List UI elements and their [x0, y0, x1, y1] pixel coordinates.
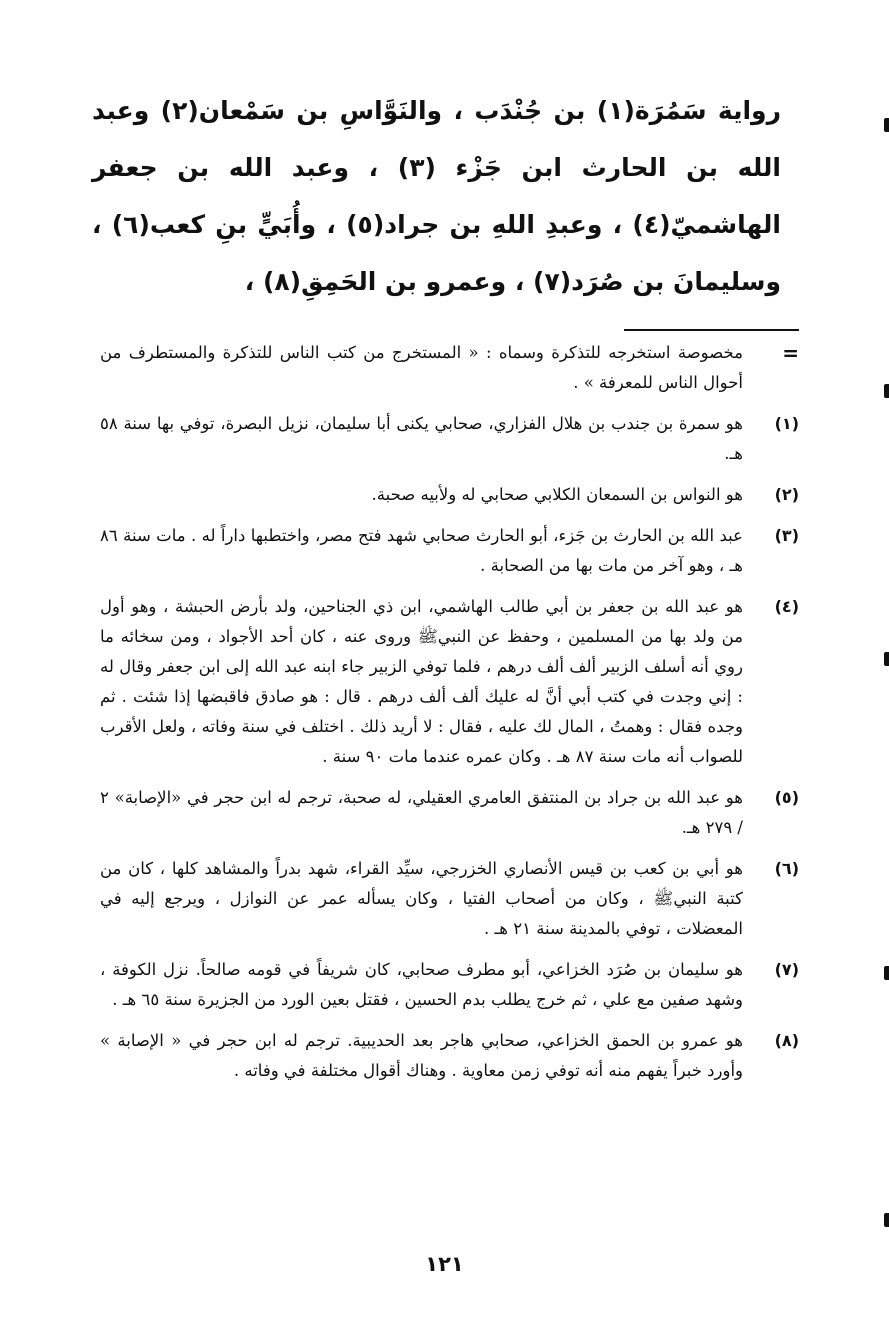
footnote-text: هو عمرو بن الحمق الخزاعي، صحابي هاجر بعد الحديبية. ترجم له ابن حجر في « الإصابة » وأورد خبراً يفهم منه أنه توفي زمن معاوية . وهناك أقوال مختلفة في وفاته . — [100, 1031, 743, 1080]
footnote-text: هو النواس بن السمعان الكلابي صحابي له ولأبيه صحبة. — [371, 485, 743, 504]
footnote-marker: = — [782, 341, 799, 365]
footnote-7 — [100, 955, 799, 1015]
footnote-separator — [624, 329, 799, 331]
footnote-number: (١) — [774, 414, 799, 433]
scan-edge-mark — [884, 118, 889, 132]
footnote-text: هو سليمان بن صُرَد الخزاعي، أبو مطرف صحابي، كان شريفاً في قومه صالحاً. نزل الكوفة ، وشهد صفين مع علي ، ثم خرج يطلب بدم الحسين ، فقتل بعين الورد من الجزيرة سنة ٦٥ هـ . — [100, 960, 743, 1009]
footnote-text: هو سمرة بن جندب بن هلال الفزاري، صحابي يكنى أبا سليمان، نزيل البصرة، توفي بها سنة ٥٨ هـ. — [100, 414, 743, 463]
footnote-4 — [100, 592, 799, 772]
footnote-number: (٣) — [774, 526, 799, 545]
footnote-text: مخصوصة استخرجه للتذكرة وسماه : « المستخرج من كتب الناس للتذكرة والمستطرف من أحوال الناس للمعرفة » . — [100, 343, 743, 392]
footnote-number: (٨) — [774, 1031, 799, 1050]
footnote-5 — [100, 783, 799, 843]
footnote-text: هو عبد الله بن جعفر بن أبي طالب الهاشمي، ابن ذي الجناحين، ولد بأرض الحبشة ، وهو أول من ولد بها من المسلمين ، وحفظ عن النبيﷺ وروى عنه ، كان أحد الأجواد ، ومن سخائه ما روي أنه أسلف الزبير ألف ألف درهم ، فلما توفي الزبير جاء ابنه عبد الله إلى ابن جعفر وقال له : إني وجدت في كتب أبي أنَّ له عليك ألف ألف درهم . قال : هو صادق فاقبضها إذا شئت . ثم وجده فقال : وهمتُ ، المال لك عليه ، فقال : لا أريد ذلك . اختلف في سنة وفاته ، ولعل الأقرب للصواب أنه مات سنة ٨٧ هـ . وكان عمره عندما مات ٩٠ سنة . — [100, 597, 743, 766]
footnote-8 — [100, 1026, 799, 1086]
footnotes-list — [100, 338, 799, 1097]
scan-edge-mark — [884, 384, 889, 398]
footnote-number: (٢) — [774, 485, 799, 504]
footnote-text: عبد الله بن الحارث بن جَزء، أبو الحارث صحابي شهد فتح مصر، واختطبها داراً له . مات سنة ٨٦ هـ ، وهو آخر من مات بها من الصحابة . — [100, 526, 743, 575]
main-text: رواية سَمُرَة(١) بن جُنْدَب ، والنَوَّاسِ بن سَمْعان(٢) وعبد الله بن الحارث ابن جَزْء (٣) ، وعبد الله بن جعفر الهاشميّ(٤) ، وعبدِ اللهِ بن جراد(٥) ، وأُبَيٍّ بنِ كعب(٦) ، وسليمانَ بن صُرَد(٧) ، وعمرو بن الحَمِقِ(٨) ، — [92, 96, 781, 296]
footnote-3 — [100, 521, 799, 581]
scan-edge-mark — [884, 966, 889, 980]
footnote-number: (٥) — [774, 788, 799, 807]
footnote-2 — [100, 480, 799, 510]
footnote-1 — [100, 409, 799, 469]
footnote-number: (٦) — [774, 859, 799, 878]
footnote-text: هو أبي بن كعب بن قيس الأنصاري الخزرجي، سيِّد القراء، شهد بدراً والمشاهد كلها ، كان من كتبة النبيﷺ ، وكان من أصحاب الفتيا ، وكان يسأله عمر عن النوازل ، ويرجع إليه في المعضلات ، توفي بالمدينة سنة ٢١ هـ . — [100, 859, 743, 938]
footnote-number: (٧) — [774, 960, 799, 979]
footnote-continuation — [100, 338, 799, 398]
scan-edge-mark — [884, 1213, 889, 1227]
footnote-6 — [100, 854, 799, 944]
page-number: ١٢١ — [425, 1252, 464, 1276]
scan-edge-mark — [884, 652, 889, 666]
footnote-number: (٤) — [774, 597, 799, 616]
footnote-text: هو عبد الله بن جراد بن المنتفق العامري العقيلي، له صحبة، ترجم له ابن حجر في «الإصابة» ٢ / ٢٧٩ هـ. — [100, 788, 743, 837]
